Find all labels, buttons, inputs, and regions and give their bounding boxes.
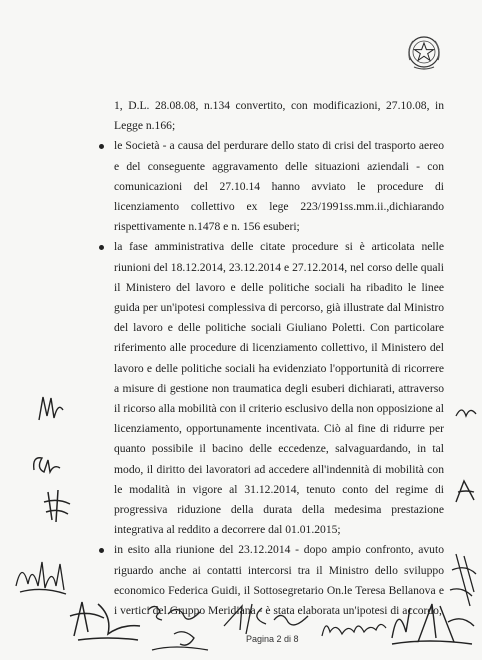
republic-emblem-icon (404, 34, 444, 72)
bottom-signature (144, 600, 214, 654)
bullet-icon (99, 548, 104, 553)
body-text (114, 96, 444, 621)
bullet-text: le Società - a causa del perdurare dello stato di crisi del trasporto aereo e del conseguente aggravamento delle situazioni aziendali - con comunicazioni del 27.10.14 hanno avviato le procedure di licenziamento collettivo ex lege 223/1991ss.mm.ii.,dichiarando rispettivamente n.1478 e n. 156 esuberi; (114, 139, 444, 234)
bullet-icon (99, 245, 104, 250)
margin-initials-signature (36, 392, 66, 424)
margin-initials-signature (454, 402, 478, 422)
margin-initials-signature (452, 478, 478, 506)
intro-paragraph: 1, D.L. 28.08.08, n.134 convertito, con modificazioni, 27.10.08, in Legge n.166; (114, 99, 444, 133)
bullet-list (114, 136, 444, 621)
bullet-text: la fase amministrativa delle citate procedure si è articolata nelle riunioni del 18.12.2014, 23.12.2014 e 27.12.2014, nel corso delle quali il Ministero del lavoro e delle politiche sociali ha ribadito le linee guida per un'ipotesi complessiva di percorso, già illustrate dal Ministro del lavoro e delle politiche sociali Giuliano Poletti. Con particolare riferimento alle procedure di licenziamento collettivo, il Ministero del lavoro e delle politiche sociali ha evidenziato l'opportunità di ricorrere a misure di gestione non traumatica degli esuberi dichiarati, attraverso il ricorso alla mobilità con il criterio esclusivo della non opposizione al licenziamento, opportunamente incentivata. Ciò al fine di ridurre per quanto possibile il bacino delle eccedenze, salvaguardando, in tal modo, il diritto dei lavoratori ad accedere all'indennità di mobilità con le modalità in vigore al 31.12.2014, tenuto conto del regime di progressiva riduzione della durata della medesima prestazione integrativa al reddito a decorrere dal 01.01.2015; (114, 240, 445, 537)
bottom-signature (388, 598, 476, 648)
bullet-item (114, 136, 444, 237)
bullet-icon (99, 144, 104, 149)
margin-initials-signature (30, 450, 64, 480)
bottom-signature (318, 612, 388, 642)
margin-initials-signature (12, 556, 68, 598)
bottom-signature (68, 596, 142, 644)
page-number: Pagina 2 di 8 (246, 634, 299, 644)
bullet-item (114, 237, 444, 540)
margin-initials-signature (42, 488, 72, 524)
bullet-text: in esito alla riunione del 23.12.2014 - dopo ampio confronto, avuto riguardo anche ai contatti intercorsi tra il Ministro dello sviluppo economico Federica Guidi, il Sottosegretario On.le Teresa Bellanova e i vertici del Gruppo Meridiana - è stata elaborata un'ipotesi di accordo, (114, 543, 444, 618)
